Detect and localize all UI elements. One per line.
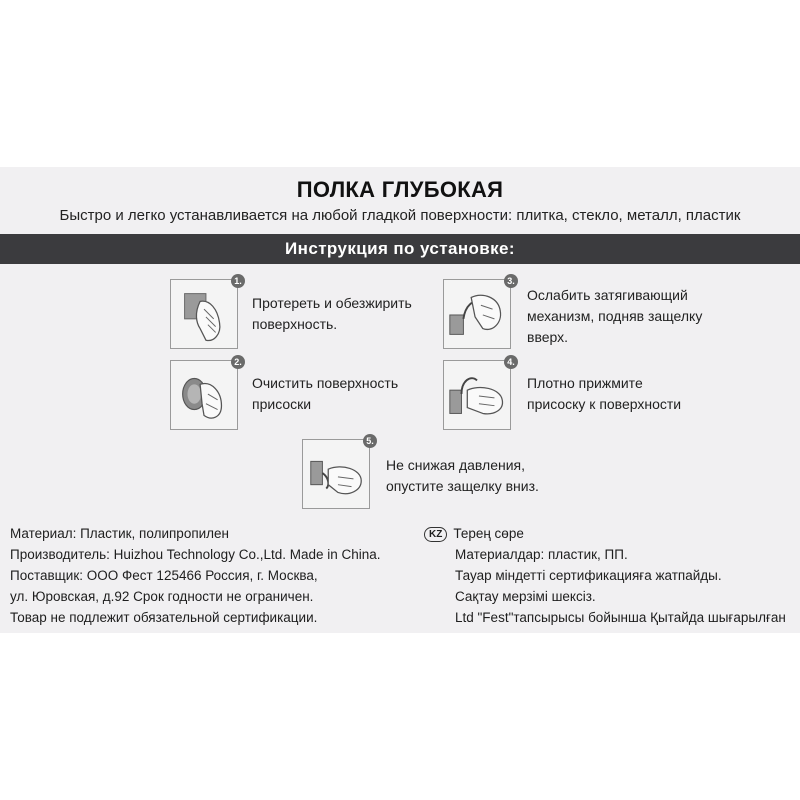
hand-wiping-surface-icon [170, 276, 242, 349]
step-number: 4. [504, 355, 518, 369]
step-text: Очистить поверхность присоски [252, 375, 399, 412]
kz-certification-line: Тауар міндетті сертификацияға жатпайды. [455, 568, 722, 583]
product-subtitle: Быстро и легко устанавливается на любой гладкой поверхности: плитка, стекло, металл, пластик [59, 207, 741, 224]
step-text: Плотно прижмите присоску к поверхности [527, 375, 682, 412]
step-text: Ослабить затягивающий механизм, подняв защелку вверх. [527, 287, 703, 345]
step-number: 1. [231, 274, 245, 288]
kz-material-line: Материалдар: пластик, ПП. [455, 547, 628, 562]
supplier-line: Поставщик: ООО Фест 125466 Россия, г. Москва, [10, 568, 318, 583]
product-title: ПОЛКА ГЛУБОКАЯ [296, 177, 504, 202]
address-line: ул. Юровская, д.92 Срок годности не ограничен. [10, 589, 314, 604]
hand-pressing-suction-cup-icon [443, 357, 515, 430]
hand-cleaning-suction-cup-icon [170, 357, 242, 430]
russian-product-info [10, 523, 381, 628]
step-text: Не снижая давления, опустите защелку вниз. [386, 457, 539, 494]
kz-shelf-life-line: Сақтау мерзімі шексіз. [455, 589, 596, 604]
step-number: 3. [504, 274, 518, 288]
step-text: Протереть и обезжирить поверхность. [252, 295, 412, 332]
instructions-heading: Инструкция по установке: [0, 234, 800, 264]
kz-product-name: Терең сөре [453, 526, 524, 541]
kz-badge: KZ [424, 527, 447, 542]
step-number: 5. [363, 434, 377, 448]
product-label [0, 167, 800, 633]
kz-manufacturer-line: Ltd "Fest"тапсырысы бойынша Қытайда шығарылған [455, 610, 786, 625]
kazakh-product-info [424, 523, 786, 628]
certification-line: Товар не подлежит обязательной сертификации. [10, 610, 318, 625]
hand-lifting-latch-icon [443, 276, 515, 349]
hand-lowering-latch-icon [302, 436, 374, 509]
material-line: Материал: Пластик, полипропилен [10, 526, 230, 541]
step-number: 2. [231, 355, 245, 369]
manufacturer-line: Производитель: Huizhou Technology Co.,Ltd. Made in China. [10, 547, 381, 562]
